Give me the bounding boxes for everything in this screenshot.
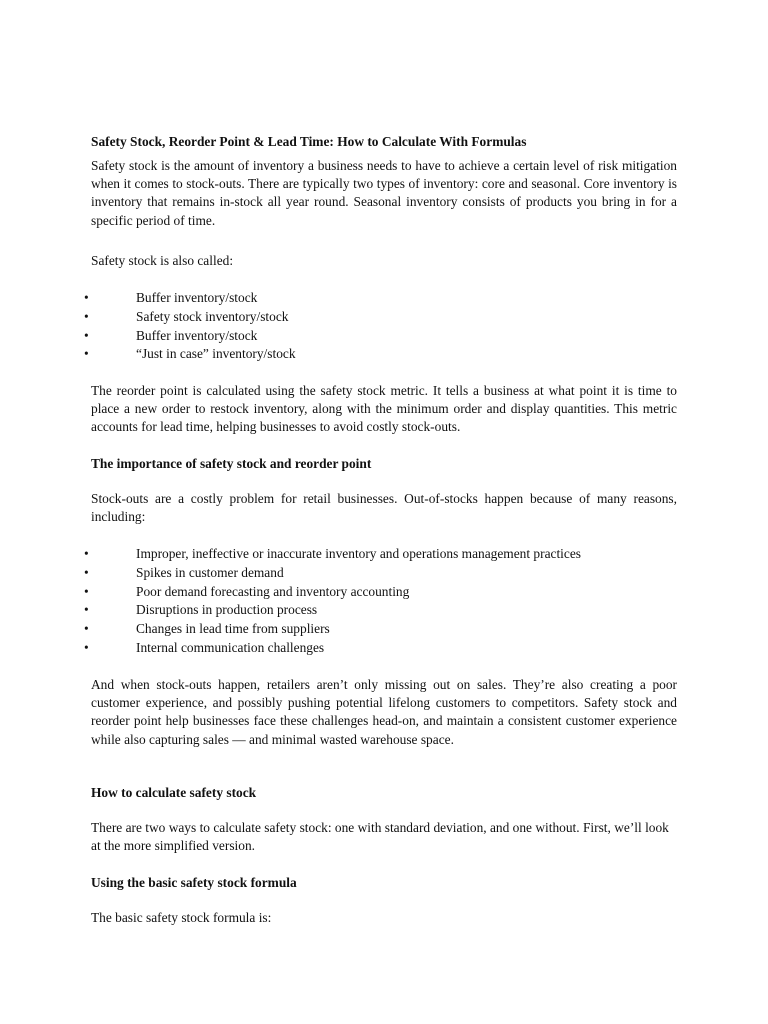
bullet-icon: • [84, 639, 89, 655]
bullet-icon: • [84, 546, 89, 561]
bullet-icon: • [84, 308, 89, 324]
bullet-icon: • [84, 564, 89, 580]
bullet-icon: • [84, 327, 89, 343]
bullet-icon: • [84, 290, 89, 305]
list-item: • Improper, ineffective or inaccurate inventory and operations management practices [0, 545, 700, 564]
bullet-icon: • [84, 602, 89, 618]
list-item: • Buffer inventory/stock [0, 327, 700, 346]
intro-paragraph: Safety stock is the amount of inventory a business needs to have to achieve a certain level of risk mitigation when it comes to stock-outs. There are typically two types of inventory: core and seasonal. Core inventory is inventory that remains in-stock all year round. Seasonal inventory consists of products you bring in for a specific period of time. [91, 158, 677, 228]
list-item: • Buffer inventory/stock [0, 289, 700, 308]
list-item: • Spikes in customer demand [0, 564, 700, 583]
heading-importance: The importance of safety stock and reorder point [91, 456, 372, 471]
document-title: Safety Stock, Reorder Point & Lead Time: How to Calculate With Formulas [91, 134, 527, 149]
list-item: • Poor demand forecasting and inventory accounting [0, 583, 700, 602]
list-item: • Disruptions in production process [0, 601, 700, 620]
stockouts-paragraph: Stock-outs are a costly problem for retail businesses. Out-of-stocks happen because of many reasons, including: [91, 491, 677, 525]
also-called-label: Safety stock is also called: [91, 253, 234, 268]
heading-basic-formula: Using the basic safety stock formula [91, 875, 297, 890]
list-item: • Internal communication challenges [0, 639, 700, 658]
list-item: • Changes in lead time from suppliers [0, 620, 700, 639]
also-called-list [0, 289, 700, 364]
reasons-list [0, 545, 700, 658]
reorder-paragraph: The reorder point is calculated using the safety stock metric. It tells a business at what point it is time to place a new order to restock inventory, along with the minimum order and display quantities. This metric accounts for lead time, helping businesses to avoid costly stock-outs. [91, 383, 677, 435]
list-item: • “Just in case” inventory/stock [0, 345, 700, 364]
consequences-paragraph: And when stock-outs happen, retailers aren’t only missing out on sales. They’re also creating a poor customer experience, and possibly pushing potential lifelong customers to competitors. Safety stock and reorder point help businesses face these challenges head-on, and maintain a consistent customer experience while also capturing sales — and minimal wasted warehouse space. [91, 677, 677, 747]
bullet-icon: • [84, 621, 89, 637]
bullet-icon: • [84, 583, 89, 599]
heading-calculate: How to calculate safety stock [91, 785, 257, 800]
bullet-icon: • [84, 346, 89, 362]
list-item: • Safety stock inventory/stock [0, 308, 700, 327]
calculate-paragraph: There are two ways to calculate safety stock: one with standard deviation, and one without. First, we’ll look at the more simplified version. [91, 820, 669, 854]
basic-formula-label: The basic safety stock formula is: [91, 910, 272, 925]
